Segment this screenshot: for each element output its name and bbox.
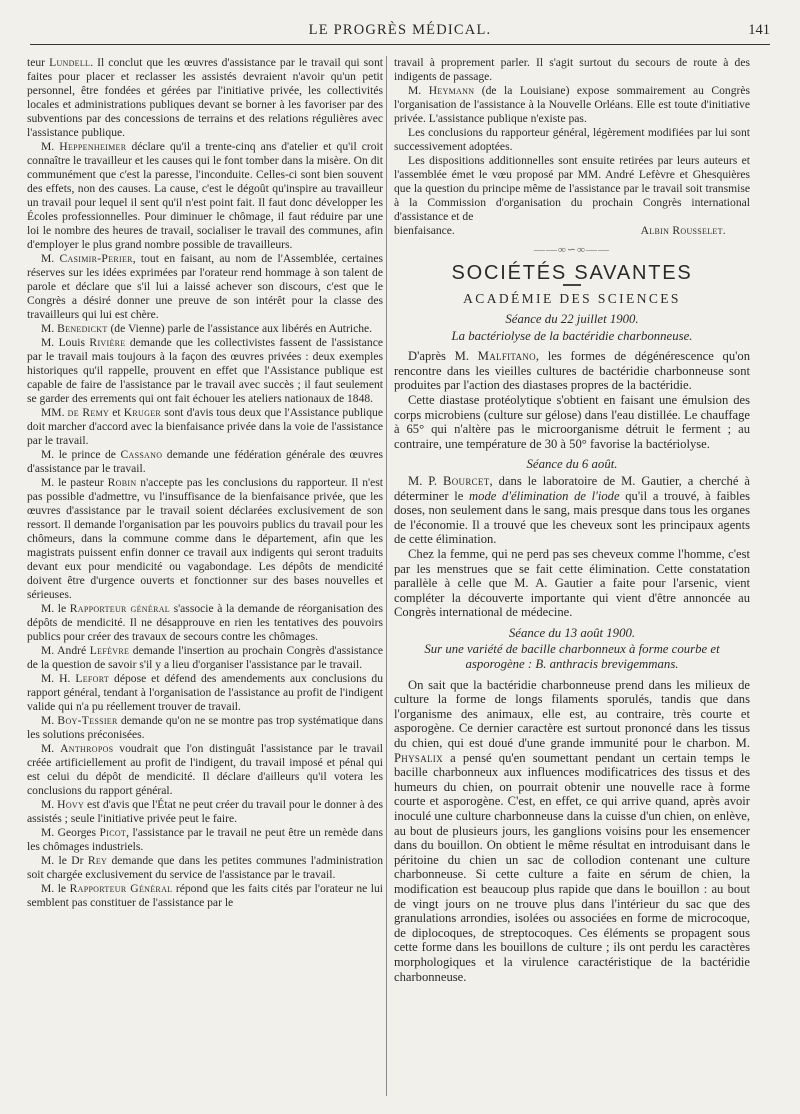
person-name: Rivière [89,336,126,349]
paragraph: Cette diastase protéolytique s'obtient en faisant une émulsion des corps microbiens (culture sur gélose) dans l'eau distillée. Le chauffage à 65° qui n'altère pas le microorganisme détruit le ferment ; au contraire, une température de 30 à 50° favorise la bactériolyse. [394,392,750,451]
right-column [394,56,750,1101]
author-signature: Albin Rousselet. [640,224,726,237]
person-name: Robin [107,476,137,489]
paragraph: teur Lundell. Il conclut que les œuvres d'assistance par le travail qui sont faites pour placer et reclasser les assistés devraient n'avoir qu'un petit personnel, être fondées et gérées par l'initiative privée, les collectivités locales et administrations publiques devant se borner à les favoriser par des subventions par des concessions de terrains et des relations régulières avec l'assistance publique. [27,56,383,139]
person-name: Physalix [394,750,443,765]
person-name: Boy-Tessier [57,714,118,727]
paragraph: M. P. Bourcet, dans le laboratoire de M. Gautier, a cherché à déterminer le mode d'élimination de l'iode qu'il a trouvé, à faibles doses, non seulement dans le sang, mais presque dans tous les organes de l'économie. Il a trouvé que les cheveux sont les principaux agents de cette élimination. [394,473,750,547]
italic-phrase: mode d'élimination de l'iode [469,488,620,503]
paragraph: travail à proprement parler. Il s'agit surtout du secours de route à des indigents de passage. [394,56,750,83]
person-name: Heppenheimer [59,140,127,153]
page-header [30,22,770,45]
person-name: Rey [87,854,108,867]
person-name: Bourcet [443,473,490,488]
person-name: Lefort [75,672,110,685]
person-name: Casimir-Perier [59,252,133,265]
person-name: Benedickt [57,322,108,335]
left-column [27,56,383,1101]
paragraph: M. Benedickt (de Vienne) parle de l'assistance aux libérés en Autriche. [41,322,373,335]
running-title: LE PROGRÈS MÉDICAL. [308,22,492,38]
paragraph: M. le pasteur Robin n'accepte pas les conclusions du rapporteur. Il n'est pas possible d'admettre, vu l'insuffisance de la bienfaisance privée, que les œuvres d'assistance par le travail soient déclarées exclusivement de son ressort. Il demande l'organisation par les pouvoirs publics du travail pour les chômeurs, dans la commune comme dans le département, afin que les magistrats puissent enfin donner ce travail aux indigents qui seront traduits devant eux pour mendicité ou vagabondage. Les dépôts de mendicité doivent être d'urgence ouverts et fonctionner sur des bases nouvelles et sérieuses. [27,476,383,601]
article-title: Sur une variété de bacille charbonneux à forme courbe et asporogène : B. anthracis brevigemmans. [424,642,720,672]
person-name: Rapporteur Général [69,882,173,895]
paragraph: D'après M. Malfitano, les formes de dégénérescence qu'on rencontre dans les vieilles cultures de bactéridie charbonneuse sont produites par l'action des diastases propres de la bactéridie. [394,349,750,393]
paragraph: M. Hovy est d'avis que l'État ne peut créer du travail pour le donner à des assistés ; seule l'initiative privée peut le faire. [27,798,383,825]
person-name: Picot [99,826,127,839]
person-name: Rapporteur général [69,602,170,615]
page-number: 141 [748,22,770,38]
paragraph: M. le Dr Rey demande que dans les petites communes l'administration soit chargée exclusivement du service de l'assistance par le travail. [27,854,383,881]
paragraph-end: bienfaisance. [394,224,455,237]
paragraph: M. Casimir-Perier, tout en faisant, au nom de l'Assemblée, certaines réserves sur les idées exprimées par l'orateur rend hommage à son talent de parole et déclare que s'il lui a laissé achever son discours, c'est que le Congrès a désiré donner une preuve de son intérêt pour la classe des travailleurs qui lui est chère. [27,252,383,321]
paragraph: M. H. Lefort dépose et défend des amendements aux conclusions du rapport général, tendant à l'organisation de l'assistance au profit de l'indigent valide qui n'a pu réellement trouver de travail. [27,672,383,713]
signature-line [394,224,750,238]
paragraph: M. le Rapporteur Général répond que les faits cités par l'orateur ne lui semblent pas constituer de l'assistance par le [27,882,383,909]
column-divider [386,56,387,1096]
paragraph: On sait que la bactéridie charbonneuse prend dans les milieux de culture la forme de longs filaments sporulés, tandis que dans l'organisme des animaux, elle est, au contraire, très courte et asporogène. Ce dernier caractère est surtout prononcé dans les tissus du chien, qui est doué d'une grande immunité pour le charbon. M. Physalix a pensé qu'en soumettant pendant un certain temps le bacille charbonneux aux influences modificatrices des tissus et des humeurs du chien, on pourrait obtenir une nouvelle race à forme courte et asporogène. C'est, en effet, ce qui arrive quand, après avoir inoculé une culture charbonneuse dans la cuisse d'un chien, on enlève, au bout de plusieurs jours, les ganglions voisins pour les ensemencer dans du bouillon. On obtient le même résultat en introduisant dans le péritoine du chien un sac de collodion contenant une culture charbonneuse. Si cette culture a faite en sérum de chien, la modification est beaucoup plus rapide que dans le bouillon : au bout de vingt jours on ne trouve plus dans l'intérieur du sac que des granulations arrondies, isolées ou associées en forme de microcoque, de diplocoques, de streptocoques. Ces éléments se propagent sous cette forme dans les bouillons de culture ; ils ont perdu les caractères morphologiques et la virulence caractéristique de la bactéridie charbonneuse. [394,677,750,984]
person-name: Lundell [49,56,91,69]
paragraph: M. Heymann (de la Louisiane) expose sommairement au Congrès l'organisation de l'assistance à la Nouvelle Orléans. Elle est toute d'initiative privée. L'assistance publique n'existe pas. [394,84,750,125]
section-title: SOCIÉTÉS SAVANTES [451,262,693,284]
person-name: Kruger [123,406,162,419]
person-name: Lefèvre [89,644,130,657]
paragraph: M. Heppenheimer déclare qu'il a trente-cinq ans d'atelier et qu'il croit connaître le travailleur et les causes qui le font tomber dans la misère. On dit communément que c'est la paresse, l'inconduite. Celles-ci sont bien souvent des effets, non des causes. La cause, c'est le dégoût qu'inspire au travailleur un travail pour lequel il sent qu'il n'est point fait. Il faut donc développer les Écoles professionnelles. Pour diminuer le chômage, il faut réduire par une loi le nombre des heures de travail, socialiser le travail des communes, afin d'employer le plus grand nombre possible de travailleurs. [27,140,383,251]
session-date: Séance du 22 juillet 1900. [505,312,639,326]
person-name: Hovy [57,798,85,811]
ornament-divider: ——∞∽∞—— [534,244,610,256]
session-date: Séance du 6 août. [526,457,618,472]
person-name: Heymann [428,84,475,97]
paragraph: M. le prince de Cassano demande une fédération générale des œuvres d'assistance par le travail. [27,448,383,475]
paragraph: M. Boy-Tessier demande qu'on ne se montre pas trop systématique dans les solutions préconisées. [27,714,383,741]
paragraph: M. Anthropos voudrait que l'on distinguât l'assistance par le travail créée artificiellement au profit de l'indigent, du travail imposé et pénal qui est celui du dépôt de mendicité. Il déclare d'ailleurs qu'il votera les conclusions du rapport général. [27,742,383,797]
subsection-title: ACADÉMIE DES SCIENCES [463,291,681,306]
person-name: Malfitano [477,349,536,364]
paragraph: Les dispositions additionnelles sont ensuite retirées par leurs auteurs et l'assemblée émet le vœu proposé par MM. André Lefèvre et Ghesquières que la question du principe même de l'assistance par le travail soit transmise à la Commission d'organisation du prochain Congrès international d'assistance et de [394,154,750,223]
paragraph: Chez la femme, qui ne perd pas ses cheveux comme l'homme, c'est par les menstrues que se fait cette élimination. Cette constatation parallèle à celle que M. A. Gautier a faite pour l'arsenic, vient compléter la découverte importante qui vient d'être annoncée au Congrès international de médecine. [394,546,750,620]
person-name: Cassano [120,448,163,461]
person-name: de Remy [67,406,110,419]
paragraph: M. le Rapporteur général s'associe à la demande de réorganisation des dépôts de mendicité. Il ne désapprouve en rien les tentatives des pouvoirs publics pour créer des travaux de secours contre les chômages. [27,602,383,643]
paragraph: M. Louis Rivière demande que les collectivistes fassent de l'assistance par le travail mais toujours à la façon des œuvres privées : deux exemples historiques qu'il rappelle, prouvent en effet que l'Assistance publique est capable de faire de l'assistance par le travail avec succès ; il faut seulement se garder des errements qui ont fait échouer les ateliers nationaux de 1848. [27,336,383,405]
article-title: La bactériolyse de la bactéridie charbonneuse. [451,328,693,343]
academy-report [394,312,750,984]
session-date: Séance du 13 août 1900. [508,625,636,640]
paragraph: Les conclusions du rapporteur général, légèrement modifiées par lui sont successivement adoptées. [394,126,750,153]
person-name: Anthropos [60,742,114,755]
paragraph: M. André Lefèvre demande l'insertion au prochain Congrès d'assistance de la question de savoir s'il y a lieu d'organiser l'assistance par le travail. [27,644,383,671]
paragraph: MM. de Remy et Kruger sont d'avis tous deux que l'Assistance publique doit marcher d'accord avec la bienfaisance privée dans la voie de l'assistance par le travail. [27,406,383,447]
paragraph: M. Georges Picot, l'assistance par le travail ne peut être un remède dans les chômages industriels. [27,826,383,853]
title-rule [563,284,581,286]
